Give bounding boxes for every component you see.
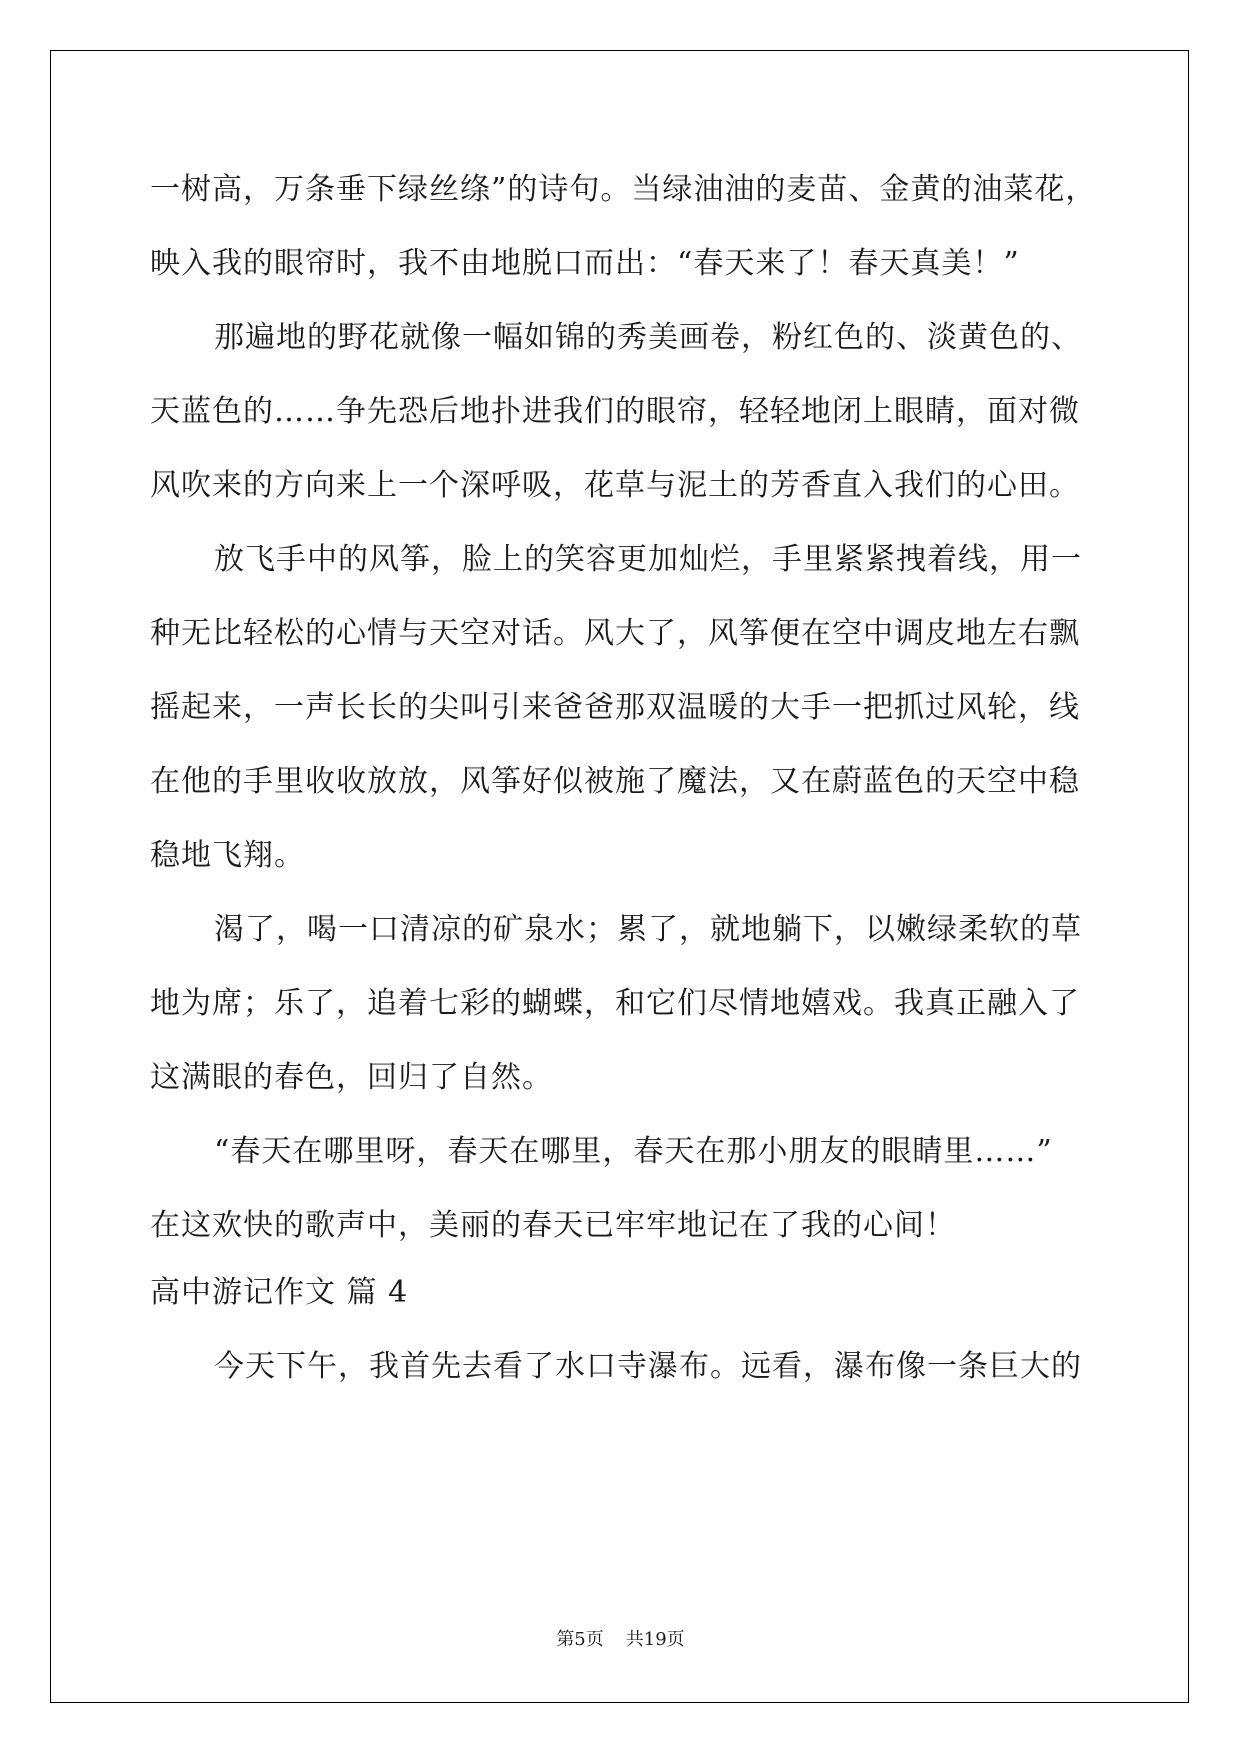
section-heading: 高中游记作文 篇 4 — [150, 1275, 409, 1310]
text-line: 种无比轻松的心情与天空对话。风大了，风筝便在空中调皮地左右飘 — [150, 616, 1080, 651]
paragraph-start-line: 那遍地的野花就像一幅如锦的秀美画卷，粉红色的、淡黄色的、 — [214, 320, 1082, 355]
text-line: 在这欢快的歌声中，美丽的春天已牢牢地记在了我的心间！ — [150, 1208, 956, 1243]
page-footer — [0, 1625, 1241, 1651]
text-line: 天蓝色的……争先恐后地扑进我们的眼帘，轻轻地闭上眼睛，面对微 — [150, 394, 1080, 429]
paragraph-start-line: “春天在哪里呀，春天在哪里，春天在那小朋友的眼睛里……” — [214, 1134, 1053, 1169]
page-border — [50, 50, 1189, 1703]
paragraph-start-line: 渴了，喝一口清凉的矿泉水；累了，就地躺下，以嫩绿柔软的草 — [214, 912, 1082, 947]
text-line: 地为席；乐了，追着七彩的蝴蝶，和它们尽情地嬉戏。我真正融入了 — [150, 986, 1080, 1021]
text-line: 稳地飞翔。 — [150, 838, 305, 873]
text-line: 在他的手里收收放放，风筝好似被施了魔法，又在蔚蓝色的天空中稳 — [150, 764, 1080, 799]
text-line: 摇起来，一声长长的尖叫引来爸爸那双温暖的大手一把抓过风轮，线 — [150, 690, 1080, 725]
paragraph-start-line: 放飞手中的风筝，脸上的笑容更加灿烂，手里紧紧拽着线，用一 — [214, 542, 1082, 577]
page-total: 共19页 — [625, 1629, 685, 1650]
text-line: 一树高，万条垂下绿丝绦”的诗句。当绿油油的麦苗、金黄的油菜花， — [150, 172, 1097, 207]
paragraph-start-line: 今天下午，我首先去看了水口寺瀑布。远看，瀑布像一条巨大的 — [214, 1349, 1082, 1384]
text-line: 风吹来的方向来上一个深呼吸，花草与泥土的芳香直入我们的心田。 — [150, 468, 1080, 503]
text-line: 映入我的眼帘时，我不由地脱口而出：“春天来了！春天真美！” — [150, 246, 1020, 281]
text-line: 这满眼的春色，回归了自然。 — [150, 1060, 553, 1095]
page-number: 第5页 — [556, 1629, 604, 1650]
